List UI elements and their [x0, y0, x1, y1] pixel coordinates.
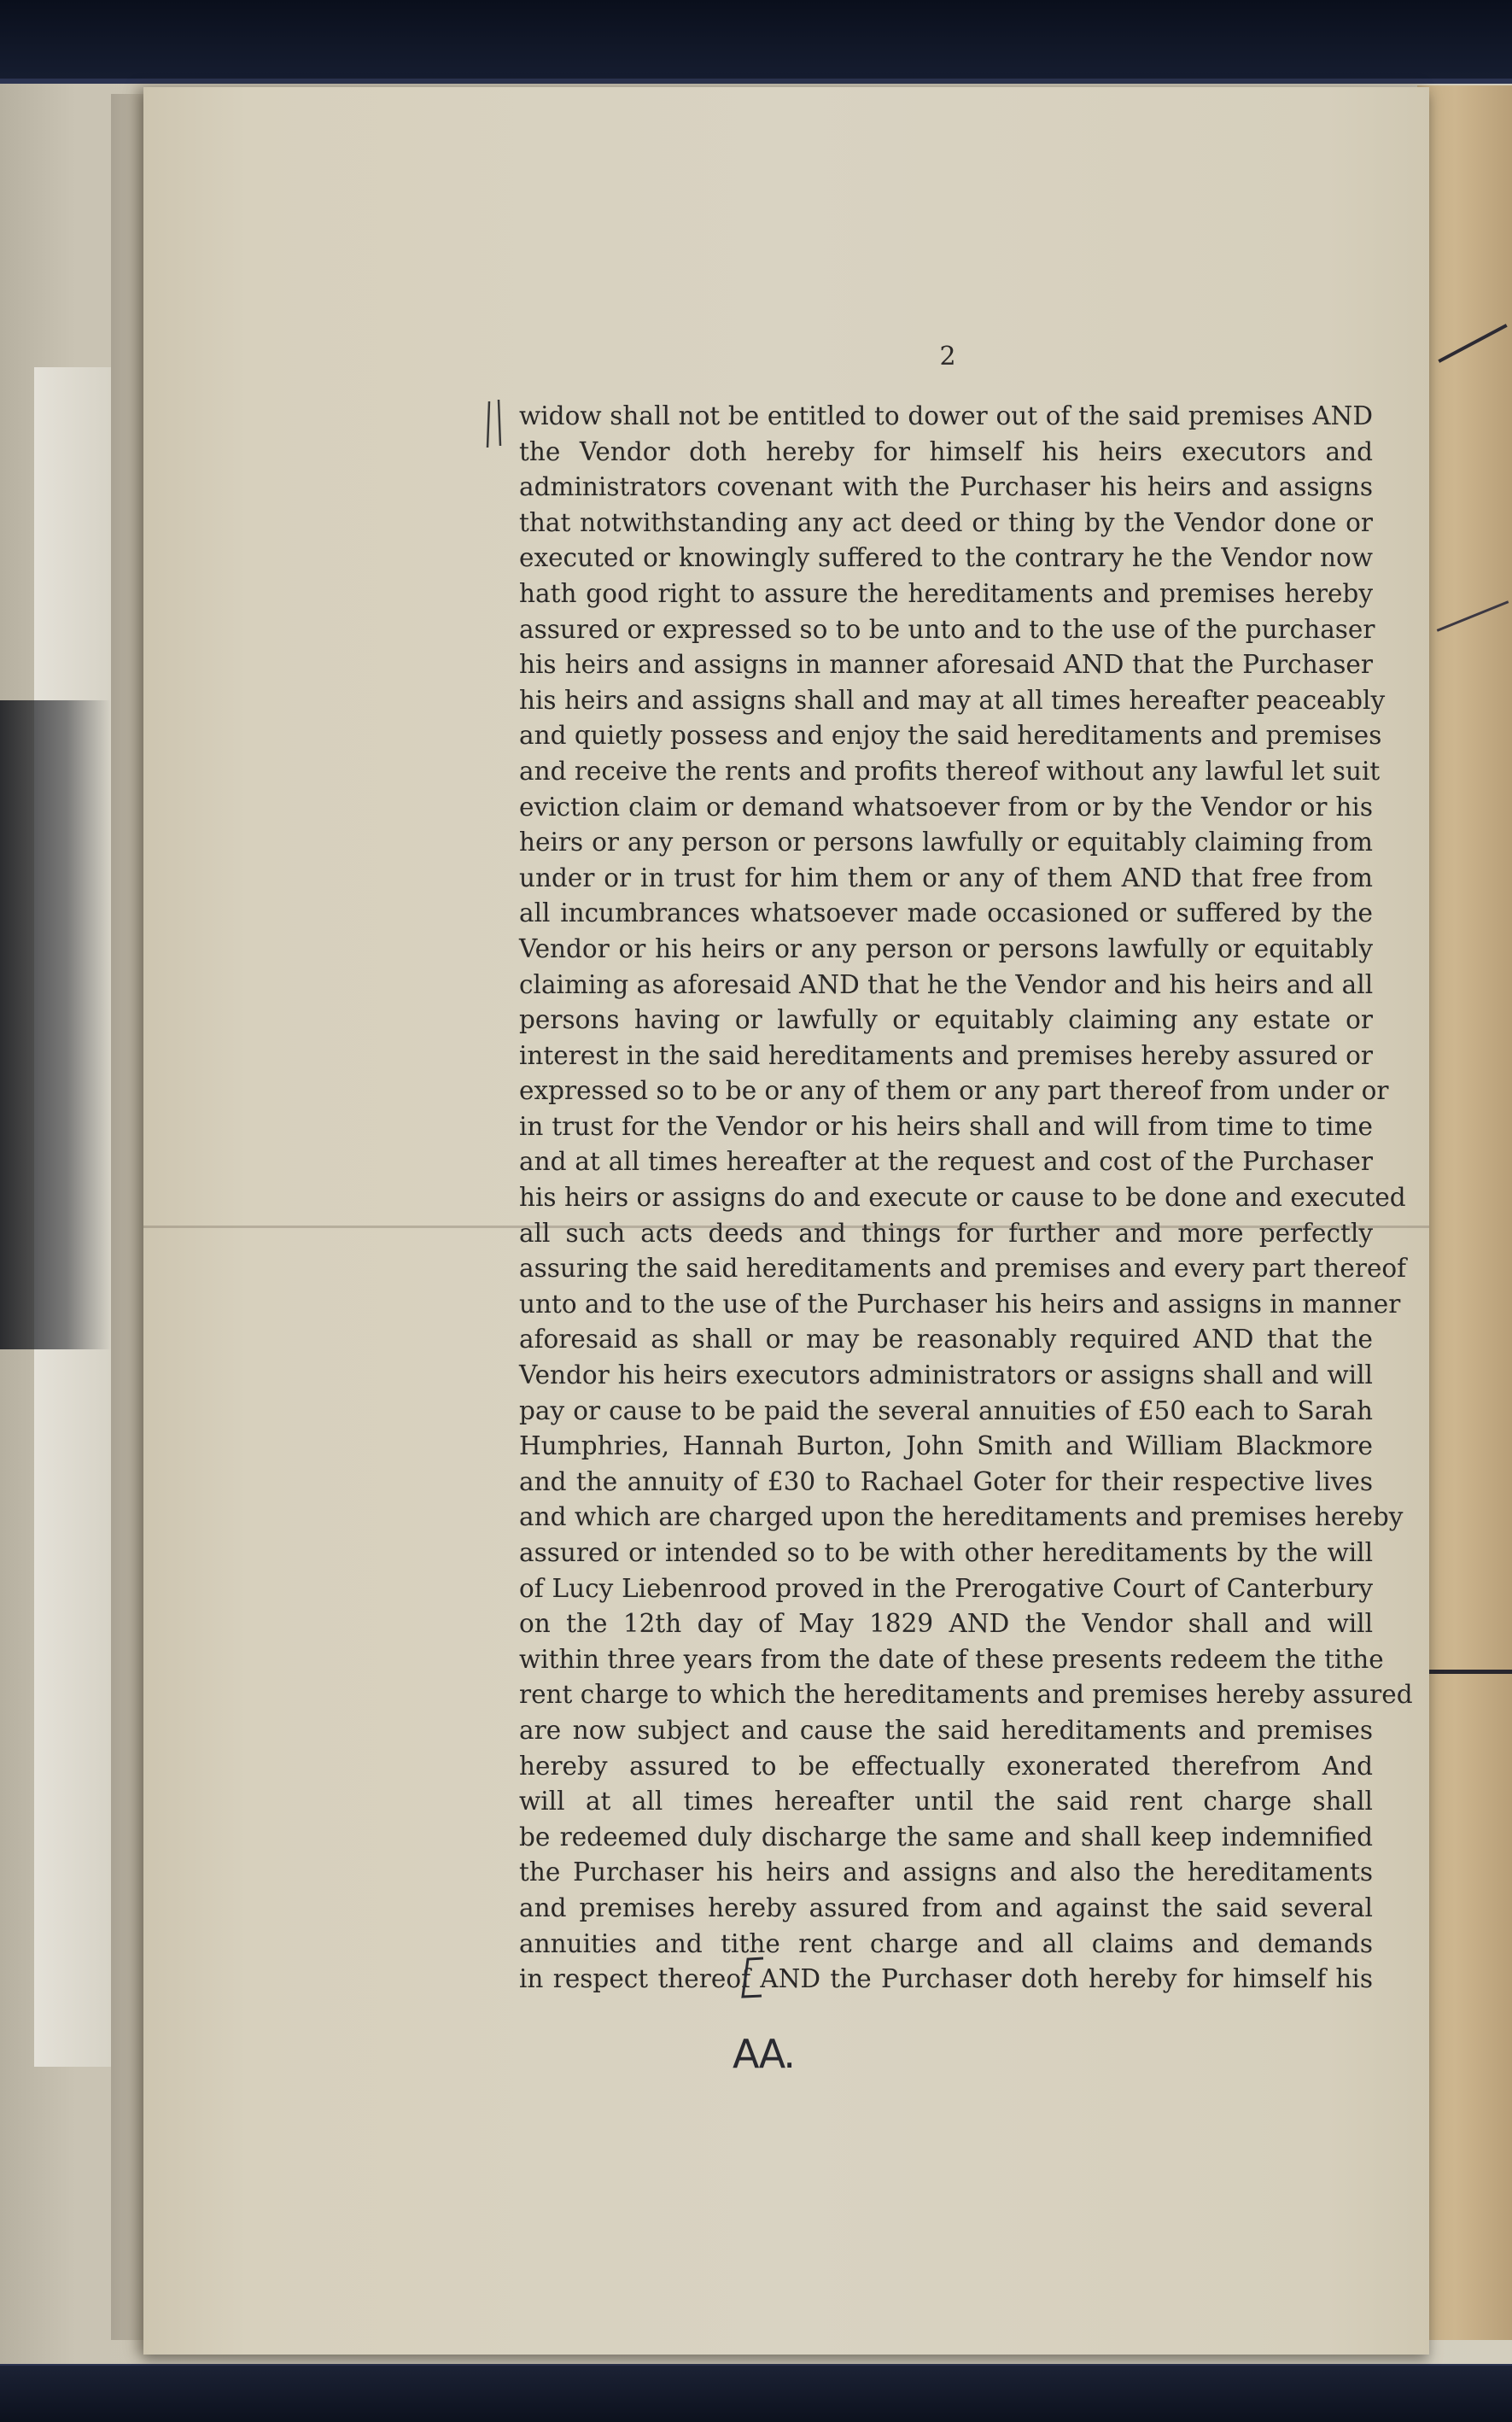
text-line: and at all times hereafter at the request and cost of the Purchaser — [519, 1147, 1373, 1177]
text-line: expressed so to be or any of them or any part thereof from under or — [519, 1076, 1389, 1106]
text-line: that notwithstanding any act deed or thing by the Vendor done or — [519, 507, 1373, 537]
text-line: Vendor his heirs executors administrators or assigns shall and will — [519, 1360, 1373, 1390]
text-line: Vendor or his heirs or any person or persons lawfully or equitably — [519, 933, 1373, 963]
text-line: and receive the rents and profits thereof without any lawful let suit — [519, 756, 1381, 786]
deed-body-text — [519, 399, 1413, 1998]
text-line: and which are charged upon the hereditaments and premises hereby — [519, 1502, 1404, 1532]
page-number: 2 — [939, 342, 956, 371]
text-line: in trust for the Vendor or his heirs shall and will from time to time — [519, 1111, 1373, 1141]
text-line: his heirs and assigns shall and may at all times hereafter peaceably — [519, 685, 1386, 715]
text-line: pay or cause to be paid the several annuities of £50 each to Sarah — [519, 1395, 1373, 1425]
text-line: assured or intended so to be with other hereditaments by the will — [519, 1538, 1373, 1567]
text-line: Humphries, Hannah Burton, John Smith and William Blackmore — [519, 1431, 1373, 1461]
right-sheet-ink-line — [1426, 1670, 1512, 1674]
text-line: all incumbrances whatsoever made occasioned or suffered by the — [519, 898, 1373, 928]
text-line: rent charge to which the hereditaments and premises hereby assured — [519, 1680, 1413, 1710]
handwritten-initials: AA. — [733, 2031, 795, 2077]
text-line: his heirs and assigns in manner aforesaid AND that the Purchaser — [519, 650, 1373, 680]
text-line: and premises hereby assured from and against the said several — [519, 1893, 1373, 1922]
text-line: persons having or lawfully or equitably claiming any estate or — [519, 1005, 1373, 1035]
text-line: and the annuity of £30 to Rachael Goter for their respective lives — [519, 1466, 1373, 1496]
text-line: under or in trust for him them or any of them AND that free from — [519, 863, 1373, 892]
handwritten-bracket — [739, 1956, 767, 2000]
text-line: hereby assured to be effectually exonerated therefrom And — [519, 1751, 1373, 1781]
text-line: will at all times hereafter until the said rent charge shall — [519, 1787, 1373, 1816]
text-line: executed or knowingly suffered to the contrary he the Vendor now — [519, 543, 1373, 573]
right-underlying-sheet — [1417, 85, 1512, 2340]
text-line: his heirs or assigns do and execute or cause to be done and executed — [519, 1183, 1406, 1213]
text-line: widow shall not be entitled to dower out of the said premises AND — [519, 401, 1373, 430]
text-line: claiming as aforesaid AND that he the Vendor and his heirs and all — [519, 969, 1374, 999]
scan-background-bottom — [0, 2366, 1512, 2422]
left-shadow — [0, 700, 111, 1349]
text-line: of Lucy Liebenrood proved in the Prerogative Court of Canterbury — [519, 1573, 1373, 1603]
text-line: administrators covenant with the Purchaser his heirs and assigns — [519, 472, 1373, 502]
text-line: and quietly possess and enjoy the said hereditaments and premises — [519, 721, 1382, 751]
text-line: assuring the said hereditaments and premises and every part thereof — [519, 1254, 1407, 1284]
text-line: heirs or any person or persons lawfully or equitably claiming from — [519, 828, 1373, 857]
text-line: eviction claim or demand whatsoever from or by the Vendor or his — [519, 792, 1373, 822]
text-line: hath good right to assure the hereditaments and premises hereby — [519, 578, 1373, 608]
text-line: on the 12th day of May 1829 AND the Vendor shall and will — [519, 1609, 1373, 1639]
text-line: the Purchaser his heirs and assigns and also the hereditaments — [519, 1857, 1373, 1887]
scan-background-top — [0, 0, 1512, 81]
text-line: be redeemed duly discharge the same and shall keep indemnified — [519, 1822, 1373, 1852]
margin-pencil-mark — [484, 398, 505, 451]
text-line: the Vendor doth hereby for himself his heirs executors and — [519, 436, 1373, 466]
text-line: unto and to the use of the Purchaser his heirs and assigns in manner — [519, 1289, 1401, 1319]
text-line: interest in the said hereditaments and premises hereby assured or — [519, 1040, 1373, 1070]
text-line: are now subject and cause the said hereditaments and premises — [519, 1715, 1373, 1745]
text-line: aforesaid as shall or may be reasonably required AND that the — [519, 1325, 1373, 1354]
page-stack-edge — [111, 94, 145, 2340]
text-line: within three years from the date of these presents redeem the tithe — [519, 1644, 1384, 1674]
text-line: in respect thereof AND the Purchaser doth hereby for himself his — [519, 1964, 1373, 1994]
text-line: assured or expressed so to be unto and to the use of the purchaser — [519, 614, 1375, 644]
text-line: all such acts deeds and things for further and more perfectly — [519, 1218, 1373, 1248]
text-line: annuities and tithe rent charge and all claims and demands — [519, 1928, 1373, 1958]
